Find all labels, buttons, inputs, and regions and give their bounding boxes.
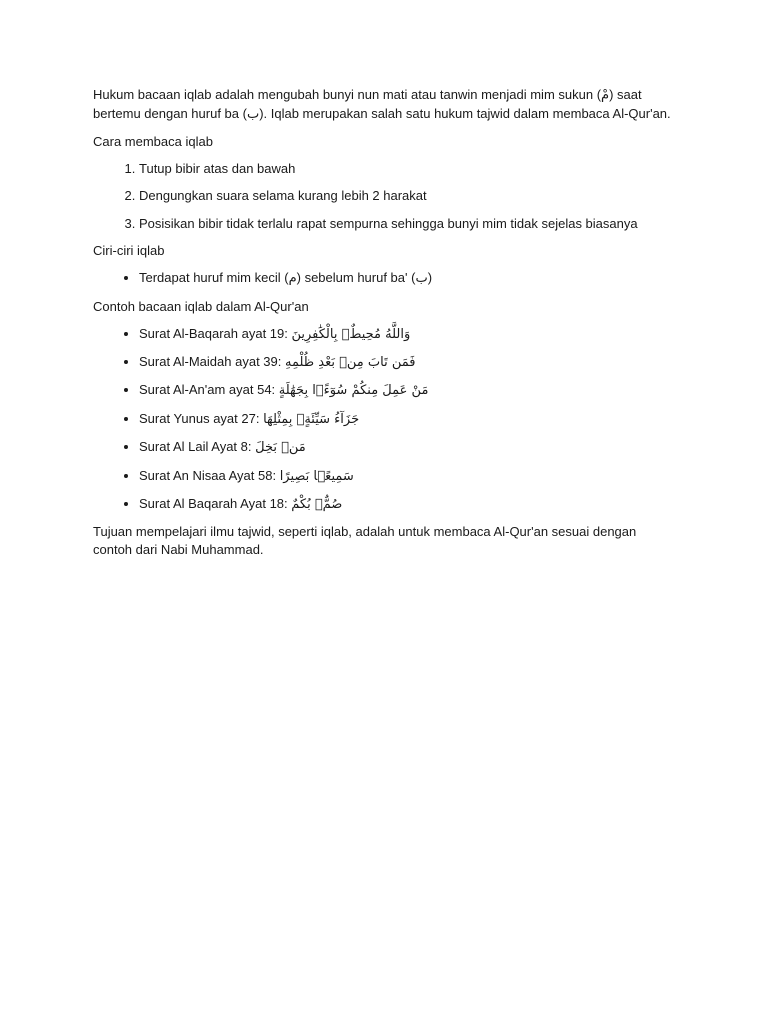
contoh-label: Surat Al-Maidah ayat 39: bbox=[139, 353, 285, 369]
contoh-arabic: وَاللَّهُ مُحِيطٌۢ بِالْكَٰفِرِينَ bbox=[291, 326, 411, 342]
ciri-ba: ب bbox=[415, 271, 428, 287]
contoh-list bbox=[93, 325, 673, 514]
list-item bbox=[139, 269, 673, 288]
ciri-text-middle: ) sebelum huruf ba' ( bbox=[296, 270, 416, 286]
ciri-text-after: ) bbox=[427, 270, 433, 286]
list-item bbox=[139, 410, 673, 429]
contoh-label: Surat Al Baqarah Ayat 18: bbox=[139, 495, 292, 511]
contoh-arabic: جَزَآءُ سَيِّئَةٍۭ بِمِثْلِهَا bbox=[263, 411, 360, 427]
list-item bbox=[139, 438, 673, 457]
list-item bbox=[139, 381, 673, 400]
intro-text-before: Hukum bacaan iqlab adalah mengubah bunyi nun mati atau tanwin menjadi mim sukun ( bbox=[93, 87, 602, 102]
ciri-text-before: Terdapat huruf mim kecil ( bbox=[139, 270, 289, 286]
ciri-mim: م bbox=[288, 271, 297, 287]
contoh-arabic: فَمَن تَابَ مِنۢ بَعْدِ ظُلْمِهِ bbox=[284, 354, 416, 370]
contoh-heading: Contoh bacaan iqlab dalam Al-Qur'an bbox=[93, 298, 309, 314]
cara-heading: Cara membaca iqlab bbox=[93, 134, 213, 149]
contoh-label: Surat Al-An'am ayat 54: bbox=[139, 382, 279, 398]
contoh-arabic: مَنْ عَمِلَ مِنكُمْ سُوٓءًۢا بِجَهَٰلَةٍ bbox=[278, 383, 429, 399]
list-item bbox=[139, 353, 673, 372]
intro-paragraph bbox=[93, 86, 673, 124]
contoh-label: Surat An Nisaa Ayat 58: bbox=[139, 467, 280, 483]
list-item: 3. Posisikan bibir tidak terlalu rapat sempurna sehingga bunyi mim tidak sejelas biasanya bbox=[139, 215, 673, 233]
closing-paragraph: Tujuan mempelajari ilmu tajwid, seperti iqlab, adalah untuk membaca Al-Qur'an sesuai dengan contoh dari Nabi Muhammad. bbox=[93, 524, 637, 558]
contoh-label: Surat Al Lail Ayat 8: bbox=[139, 439, 256, 455]
document-page bbox=[93, 86, 673, 568]
contoh-arabic: صُمٌّۢ بُكْمٌ bbox=[291, 496, 343, 512]
intro-text-after: ). Iqlab merupakan salah satu hukum tajwid dalam membaca Al-Qur'an. bbox=[259, 106, 671, 121]
intro-ba: ب bbox=[246, 107, 260, 122]
cara-steps-list bbox=[93, 160, 673, 233]
list-item: 2. Dengungkan suara selama kurang lebih 2 harakat bbox=[139, 187, 673, 205]
intro-mim-sukun: مْ bbox=[601, 88, 610, 103]
contoh-arabic: سَمِيعًۢا بَصِيرًا bbox=[279, 468, 354, 484]
ciri-list bbox=[93, 269, 673, 288]
contoh-arabic: مَنۢ بَخِلَ bbox=[255, 440, 306, 456]
list-item bbox=[139, 495, 673, 514]
ciri-heading: Ciri-ciri iqlab bbox=[93, 243, 165, 259]
contoh-label: Surat Al-Baqarah ayat 19: bbox=[139, 325, 292, 341]
list-item bbox=[139, 467, 673, 486]
list-item bbox=[139, 325, 673, 344]
contoh-label: Surat Yunus ayat 27: bbox=[139, 410, 264, 426]
list-item: 1. Tutup bibir atas dan bawah bbox=[139, 160, 673, 178]
intro-text-middle: ) saat bertemu dengan huruf ba ( bbox=[93, 87, 642, 121]
